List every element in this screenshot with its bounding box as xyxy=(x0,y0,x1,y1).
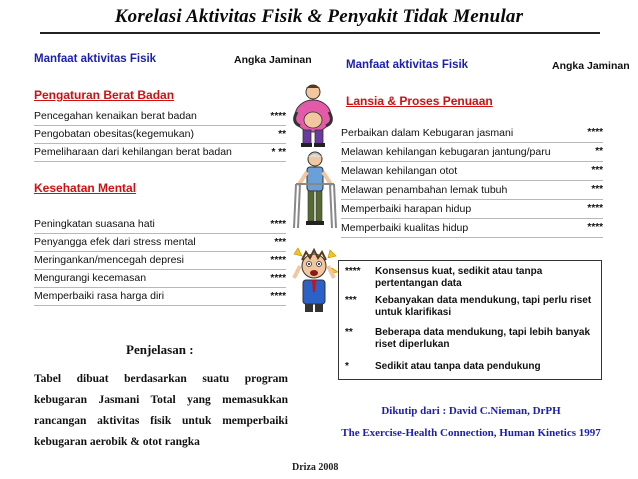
left-header-manfaat: Manfaat aktivitas Fisik xyxy=(34,53,157,65)
row-label: Memperbaiki harapan hidup xyxy=(341,203,472,215)
right-section-rows xyxy=(341,124,603,238)
row-stars: **** xyxy=(587,203,603,214)
row-stars: **** xyxy=(270,255,286,266)
row-stars: ** xyxy=(595,146,603,157)
row-stars: **** xyxy=(270,273,286,284)
right-header-angka: Angka Jaminan xyxy=(552,60,630,72)
table-row xyxy=(34,288,286,306)
row-label: Mengurangi kecemasan xyxy=(34,272,147,284)
row-label: Meringankan/mencegah depresi xyxy=(34,254,185,266)
row-label: Melawan kehilangan otot xyxy=(341,165,458,177)
table-row xyxy=(341,162,603,181)
legend-item xyxy=(345,295,599,321)
legend-box xyxy=(338,260,602,380)
row-label: Peningkatan suasana hati xyxy=(34,218,155,230)
row-label: Melawan penambahan lemak tubuh xyxy=(341,184,508,196)
row-stars: * ** xyxy=(271,147,286,158)
row-stars: **** xyxy=(587,222,603,233)
row-stars: *** xyxy=(591,184,603,195)
left-section1-rows xyxy=(34,108,286,162)
table-row xyxy=(341,124,603,143)
title-divider xyxy=(40,32,600,34)
legend-key: ** xyxy=(345,327,353,338)
legend-text: Sedikit atau tanpa data pendukung xyxy=(375,361,541,372)
row-label: Pengobatan obesitas(kegemukan) xyxy=(34,128,194,140)
row-stars: **** xyxy=(270,291,286,302)
table-row xyxy=(34,216,286,234)
row-stars: *** xyxy=(274,237,286,248)
row-stars: ** xyxy=(278,129,286,140)
row-label: Pencegahan kenaikan berat badan xyxy=(34,110,197,122)
left-section2-rows xyxy=(34,216,286,306)
table-row xyxy=(341,219,603,238)
row-stars: **** xyxy=(270,219,286,230)
row-label: Memperbaiki rasa harga diri xyxy=(34,290,165,302)
row-label: Perbaikan dalam Kebugaran jasmani xyxy=(341,127,514,139)
legend-key: * xyxy=(345,361,349,372)
row-stars: **** xyxy=(587,127,603,138)
table-row xyxy=(34,252,286,270)
section-kesehatan-mental: Kesehatan Mental xyxy=(34,181,137,195)
row-label: Pemeliharaan dari kehilangan berat badan xyxy=(34,146,232,158)
section-pengaturan-berat-badan: Pengaturan Berat Badan xyxy=(34,88,175,102)
row-stars: **** xyxy=(270,111,286,122)
legend-item xyxy=(345,327,599,353)
table-row xyxy=(34,234,286,252)
penjelasan-text: Tabel dibuat berdasarkan suatu program kebugaran Jasmani Total yang memasukkan rancangan aktivitas fisik untuk memperbaiki kebugaran aerobik & otot rangka xyxy=(34,373,288,448)
row-stars: *** xyxy=(591,165,603,176)
credit-source: The Exercise-Health Connection, Human Kinetics 1997 xyxy=(341,427,601,439)
credit-author: Dikutip dari : David C.Nieman, DrPH xyxy=(381,405,561,417)
table-row xyxy=(341,181,603,200)
left-header-angka: Angka Jaminan xyxy=(234,54,312,66)
section-lansia-proses-penuaan: Lansia & Proses Penuaan xyxy=(346,94,493,108)
table-row xyxy=(34,108,286,126)
stressed-man-icon xyxy=(292,244,338,314)
legend-text: Beberapa data mendukung, tapi lebih banyak riset diperlukan xyxy=(375,327,591,350)
table-row xyxy=(341,200,603,219)
legend-key: **** xyxy=(345,266,361,277)
row-label: Melawan kehilangan kebugaran jantung/paru xyxy=(341,146,551,158)
table-row xyxy=(34,126,286,144)
legend-text: Konsensus kuat, sedikit atau tanpa pertentangan data xyxy=(375,266,543,289)
legend-text: Kebanyakan data mendukung, tapi perlu riset untuk klarifikasi xyxy=(375,295,592,318)
legend-key: *** xyxy=(345,295,357,306)
legend-item xyxy=(345,361,599,375)
page-title: Korelasi Aktivitas Fisik & Penyakit Tidak Menular xyxy=(114,6,524,27)
row-label: Penyangga efek dari stress mental xyxy=(34,236,196,248)
table-row xyxy=(34,270,286,288)
penjelasan-title: Penjelasan : xyxy=(126,342,194,357)
right-header-manfaat: Manfaat aktivitas Fisik xyxy=(346,59,469,71)
legend-item xyxy=(345,266,599,292)
elderly-walker-icon xyxy=(292,150,338,230)
row-label: Memperbaiki kualitas hidup xyxy=(341,222,469,234)
table-row xyxy=(34,144,286,162)
table-row xyxy=(341,143,603,162)
overweight-person-icon xyxy=(288,82,338,148)
footer-text: Driza 2008 xyxy=(292,462,339,473)
